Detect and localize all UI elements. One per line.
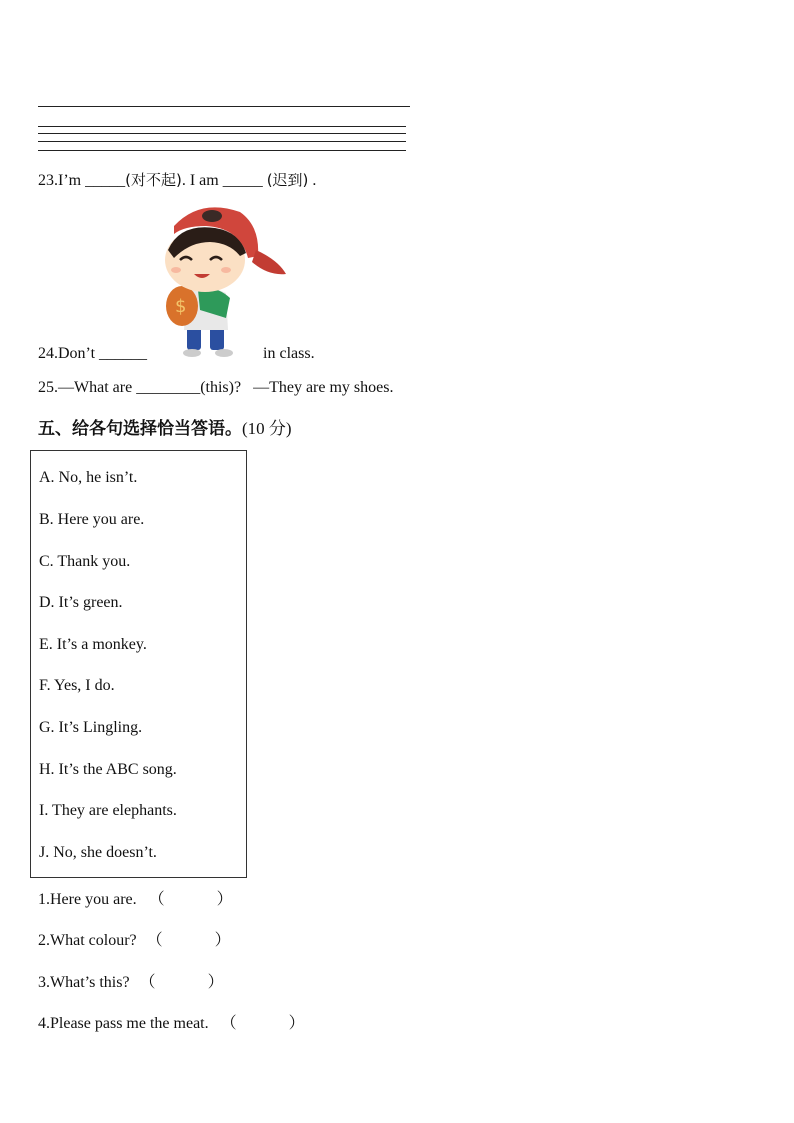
question-text: 3.What’s this? <box>38 974 130 991</box>
answer-paren[interactable]: （ ） <box>146 932 231 949</box>
svg-text:$: $ <box>175 296 187 317</box>
sentence-end: . <box>308 172 317 189</box>
sentence-text: I’m <box>58 172 82 189</box>
answer-paren[interactable]: （ ） <box>139 974 224 991</box>
option-a: A. No, he isn’t. <box>39 469 138 486</box>
sentence-24 <box>38 344 315 364</box>
section-score: (10 分) <box>242 419 292 438</box>
option-h: H. It’s the ABC song. <box>39 761 177 778</box>
question-text: 1.Here you are. <box>38 891 137 908</box>
hint: (对不起) <box>125 171 182 189</box>
question-text: 4.Please pass me the meat. <box>38 1015 209 1032</box>
option-d: D. It’s green. <box>39 594 123 611</box>
boy-illustration <box>160 198 290 360</box>
hint: (this)? <box>200 379 242 396</box>
answer-paren[interactable]: （ ） <box>220 1015 305 1032</box>
hint: (迟到) <box>266 171 309 189</box>
dash: — <box>58 379 74 396</box>
option-g: G. It’s Lingling. <box>39 719 143 736</box>
question-2 <box>38 931 231 951</box>
writing-line-1 <box>38 106 410 107</box>
sentence-text: Don’t <box>58 345 96 362</box>
answer-blank[interactable]: ______ <box>99 345 148 362</box>
options-box <box>30 450 247 878</box>
sentence-number: 25. <box>38 379 58 396</box>
sentence-25 <box>38 378 393 398</box>
section-title: 五、给各句选择恰当答语。 <box>38 419 242 439</box>
question-1 <box>38 890 233 910</box>
sentence-text: What are <box>74 379 133 396</box>
option-f: F. Yes, I do. <box>39 677 115 694</box>
writing-line-2 <box>38 126 406 127</box>
writing-line-3 <box>38 133 406 134</box>
sentence-text: . I am <box>181 172 219 189</box>
sentence-text: They are my shoes. <box>269 379 394 396</box>
answer-blank[interactable]: _____ <box>222 172 263 189</box>
writing-line-4 <box>38 141 406 142</box>
writing-line-5 <box>38 150 406 151</box>
dash: — <box>253 379 270 396</box>
sentence-number: 24. <box>38 345 58 362</box>
question-4 <box>38 1014 305 1034</box>
section-heading <box>38 418 292 440</box>
option-i: I. They are elephants. <box>39 802 177 819</box>
sentence-number: 23. <box>38 172 58 189</box>
answer-blank[interactable]: ________ <box>136 379 201 396</box>
sentence-23 <box>38 170 316 191</box>
answer-paren[interactable]: （ ） <box>148 891 233 908</box>
question-text: 2.What colour? <box>38 932 137 949</box>
question-3 <box>38 973 224 993</box>
option-c: C. Thank you. <box>39 553 131 570</box>
option-j: J. No, she doesn’t. <box>39 844 157 861</box>
option-e: E. It’s a monkey. <box>39 636 147 653</box>
option-b: B. Here you are. <box>39 511 145 528</box>
sentence-text: in class. <box>263 345 315 362</box>
answer-blank[interactable]: _____ <box>85 172 126 189</box>
